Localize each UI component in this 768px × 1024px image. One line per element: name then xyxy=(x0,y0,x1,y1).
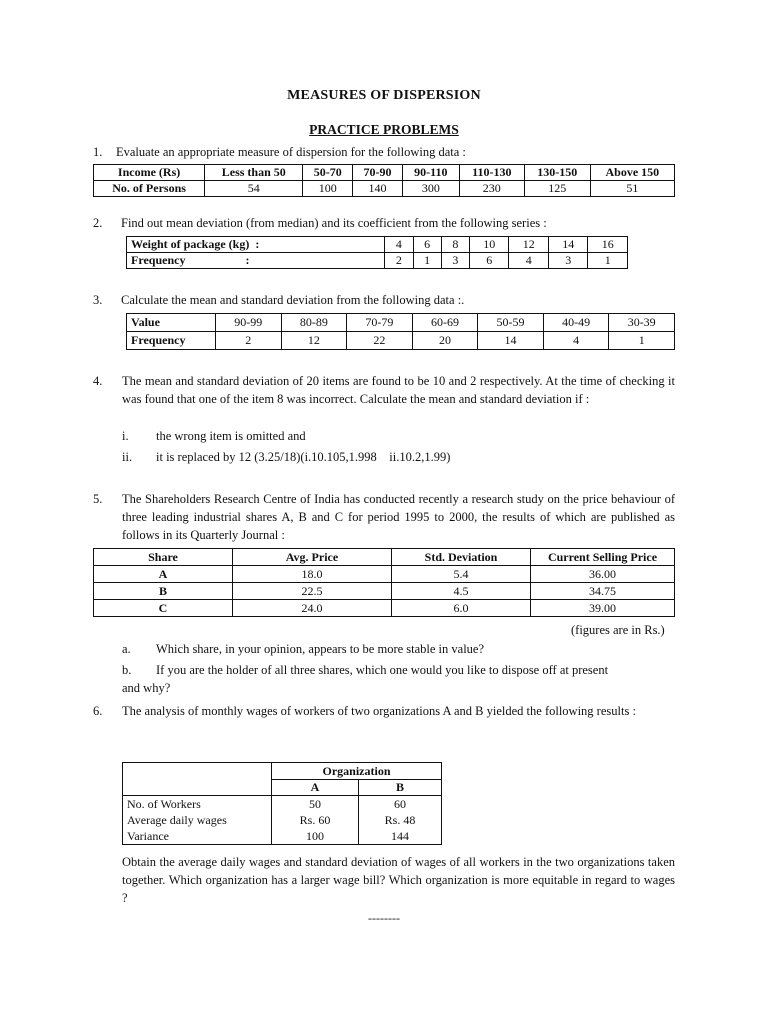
q5-sub-b-number: b. xyxy=(122,663,132,677)
table-cell: 4 xyxy=(509,253,549,269)
table-cell: 2 xyxy=(216,332,282,350)
table-cell: 22.5 xyxy=(233,583,392,600)
table-cell: 12 xyxy=(509,237,549,253)
q6-number: 6. xyxy=(93,704,103,718)
table-cell: 70-79 xyxy=(347,314,413,332)
table-cell: 1 xyxy=(588,253,628,269)
table-row xyxy=(94,566,675,583)
table-cell: 10 xyxy=(469,237,509,253)
table-row-label: Frequency : xyxy=(127,253,385,269)
table-cell: 6 xyxy=(413,237,441,253)
q4-sub1-number: i. xyxy=(122,429,129,443)
table-cell: 80-89 xyxy=(281,314,347,332)
table-cell: 50 xyxy=(272,796,359,813)
q5-text: The Shareholders Research Centre of India has conducted recently a research study on the price behaviour of three leading industrial shares A, B and C for period 1995 to 2000, the results of which are published as follows in its Quarterly Journal : xyxy=(122,492,675,542)
table-row xyxy=(123,763,442,780)
table-cell: 300 xyxy=(402,181,459,197)
table-cell: 4.5 xyxy=(392,583,531,600)
table-cell: 1 xyxy=(609,332,675,350)
table-row xyxy=(94,181,675,197)
table-cell: 60 xyxy=(359,796,442,813)
q5-share-table xyxy=(93,548,675,617)
table-cell: 40-49 xyxy=(543,314,609,332)
table-cell: A xyxy=(94,566,233,583)
page-subtitle: PRACTICE PROBLEMS xyxy=(309,122,459,137)
table-cell: 39.00 xyxy=(531,600,675,617)
table-cell: 14 xyxy=(548,237,588,253)
table-header-cell: B xyxy=(359,780,442,796)
q1-income-table xyxy=(93,164,675,197)
table-cell: 36.00 xyxy=(531,566,675,583)
table-cell: 16 xyxy=(588,237,628,253)
table-cell: Rs. 48 xyxy=(359,812,442,828)
table-cell: 22 xyxy=(347,332,413,350)
table-cell: 34.75 xyxy=(531,583,675,600)
table-row xyxy=(123,812,442,828)
table-row xyxy=(127,332,675,350)
table-cell: 3 xyxy=(441,253,469,269)
q4-sub2-text: it is replaced by 12 (3.25/18)(i.10.105,1.998 ii.10.2,1.99) xyxy=(156,450,451,464)
table-cell: 20 xyxy=(412,332,478,350)
q5-sub-b-continuation: and why? xyxy=(122,681,171,695)
table-row xyxy=(127,253,628,269)
table-cell: 30-39 xyxy=(609,314,675,332)
table-header-cell: 70-90 xyxy=(353,165,403,181)
table-header-cell: 110-130 xyxy=(459,165,524,181)
table-row-label: No. of Workers xyxy=(123,796,272,813)
q2-weight-table xyxy=(126,236,628,269)
table-cell: 24.0 xyxy=(233,600,392,617)
q4-text: The mean and standard deviation of 20 items are found to be 10 and 2 respectively. At the time of checking it was found that one of the item 8 was incorrect. Calculate the mean and standard deviation if : xyxy=(122,374,675,406)
table-row-label: Average daily wages xyxy=(123,812,272,828)
q2-text: Find out mean deviation (from median) and its coefficient from the following series : xyxy=(121,216,547,230)
table-header-cell: 130-150 xyxy=(524,165,590,181)
table-row xyxy=(94,549,675,566)
table-cell: 54 xyxy=(205,181,303,197)
table-cell: 100 xyxy=(272,828,359,845)
table-row-label: No. of Persons xyxy=(94,181,205,197)
table-cell: 6.0 xyxy=(392,600,531,617)
q6-organization-table xyxy=(122,762,442,845)
table-header-cell: Avg. Price xyxy=(233,549,392,566)
table-cell: 18.0 xyxy=(233,566,392,583)
table-cell: 1 xyxy=(413,253,441,269)
table-cell: B xyxy=(94,583,233,600)
table-cell: 50-59 xyxy=(478,314,544,332)
table-empty-cell xyxy=(123,763,272,796)
table-cell: 2 xyxy=(385,253,413,269)
q6-closing-text: Obtain the average daily wages and standard deviation of wages of all workers in the two organizations taken together. Which organization has a larger wage bill? Which organization is more equitable in regard to wages ? xyxy=(122,855,675,905)
table-row xyxy=(94,600,675,617)
table-header-cell: Income (Rs) xyxy=(94,165,205,181)
q1-number: 1. xyxy=(93,145,103,159)
table-cell: 100 xyxy=(303,181,353,197)
table-cell: 51 xyxy=(590,181,674,197)
table-cell: 12 xyxy=(281,332,347,350)
table-cell: 60-69 xyxy=(412,314,478,332)
table-header-cell: Above 150 xyxy=(590,165,674,181)
q5-number: 5. xyxy=(93,492,103,506)
q3-text: Calculate the mean and standard deviation from the following data :. xyxy=(121,293,465,307)
q4-sub2-number: ii. xyxy=(122,450,133,464)
table-cell: 3 xyxy=(548,253,588,269)
table-header-cell: Std. Deviation xyxy=(392,549,531,566)
table-cell: 230 xyxy=(459,181,524,197)
table-group-header: Organization xyxy=(272,763,442,780)
q6-text: The analysis of monthly wages of workers of two organizations A and B yielded the following results : xyxy=(122,704,636,718)
q5-sub-b-text: If you are the holder of all three shares, which one would you like to dispose off at present xyxy=(156,663,609,677)
q4-number: 4. xyxy=(93,374,103,388)
table-header-cell: Less than 50 xyxy=(205,165,303,181)
table-row-label: Variance xyxy=(123,828,272,845)
table-cell: 144 xyxy=(359,828,442,845)
footer-separator: -------- xyxy=(368,911,400,925)
table-cell: 8 xyxy=(441,237,469,253)
table-cell: C xyxy=(94,600,233,617)
table-row xyxy=(127,237,628,253)
table-cell: 6 xyxy=(469,253,509,269)
q1-text: Evaluate an appropriate measure of dispersion for the following data : xyxy=(116,145,466,159)
q2-number: 2. xyxy=(93,216,103,230)
table-row-label: Weight of package (kg) : xyxy=(127,237,385,253)
table-row-label: Frequency xyxy=(127,332,216,350)
table-header-cell: 90-110 xyxy=(402,165,459,181)
table-cell: 14 xyxy=(478,332,544,350)
table-row xyxy=(127,314,675,332)
table-row xyxy=(94,583,675,600)
table-cell: 140 xyxy=(353,181,403,197)
table-row-label: Value xyxy=(127,314,216,332)
table-row xyxy=(123,796,442,813)
table-cell: 125 xyxy=(524,181,590,197)
table-cell: Rs. 60 xyxy=(272,812,359,828)
table-header-cell: 50-70 xyxy=(303,165,353,181)
q5-sub-a-number: a. xyxy=(122,642,131,656)
table-row xyxy=(94,165,675,181)
table-cell: 4 xyxy=(543,332,609,350)
table-cell: 4 xyxy=(385,237,413,253)
q4-sub1-text: the wrong item is omitted and xyxy=(156,429,306,443)
table-header-cell: Current Selling Price xyxy=(531,549,675,566)
page-title: MEASURES OF DISPERSION xyxy=(287,88,481,103)
table-header-cell: A xyxy=(272,780,359,796)
q5-figures-note: (figures are in Rs.) xyxy=(571,623,665,637)
table-cell: 5.4 xyxy=(392,566,531,583)
table-row xyxy=(123,828,442,845)
table-cell: 90-99 xyxy=(216,314,282,332)
table-header-cell: Share xyxy=(94,549,233,566)
q3-number: 3. xyxy=(93,293,103,307)
q3-value-table xyxy=(126,313,675,350)
q5-sub-a-text: Which share, in your opinion, appears to be more stable in value? xyxy=(156,642,485,656)
